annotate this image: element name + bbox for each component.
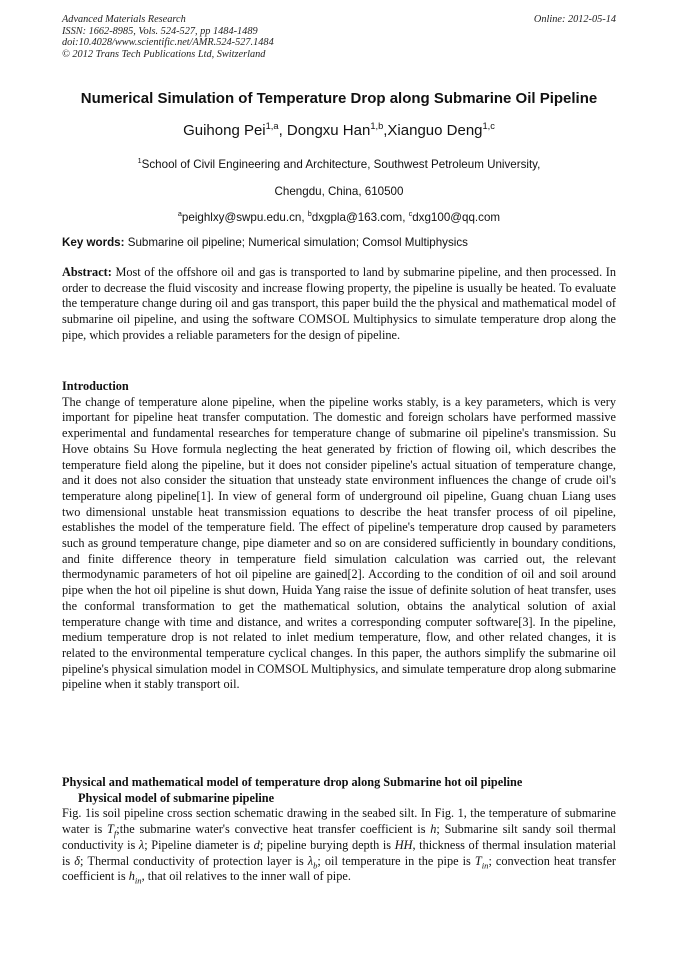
author-name: Guihong Pei [183, 122, 266, 139]
text-run: ; pipeline burying depth is [259, 837, 395, 852]
author-affil-mark: 1,a [265, 121, 279, 131]
email-link[interactable]: peighlxy@swpu.edu.cn [181, 211, 302, 224]
separator: , [301, 211, 308, 224]
model-section [62, 775, 616, 885]
affiliation-line-2: Chengdu, China, 610500 [274, 185, 404, 198]
keywords [62, 236, 468, 249]
abstract-label: Abstract: [62, 265, 112, 279]
section-heading: Physical and mathematical model of temperature drop along Submarine hot oil pipeline [62, 775, 523, 789]
paper-title: Numerical Simulation of Temperature Drop along Submarine Oil Pipeline [80, 90, 598, 107]
introduction-heading: Introduction [62, 379, 129, 393]
symbol: λ [307, 853, 314, 868]
abstract-text: Most of the offshore oil and gas is transported to land by submarine pipeline, and then processed. In order to decrease the fluid viscosity and increase flowing property, the pipeline is usually be heated. To evaluate the temperature change during oil and gas transport, this paper build the the physical and mathematical model of submarine oil pipeline, and using the software COMSOL Multiphysics to simulate temperature drop along the pipe, which provides a reliable parameters for the design of pipeline. [62, 265, 616, 342]
separator: , [278, 122, 287, 139]
email-link[interactable]: dxg100@qq.com [412, 211, 501, 224]
model-paragraph [62, 806, 616, 885]
symbol: h [128, 869, 135, 884]
symbol: δ [74, 853, 80, 868]
text-run: , that oil relatives to the inner wall of pipe. [141, 869, 351, 884]
issn-line: ISSN: 1662-8985, Vols. 524-527, pp 1484-1489 [62, 25, 258, 37]
author-name: Dongxu Han [286, 122, 371, 139]
introduction-section [62, 379, 616, 693]
affiliation-text: School of Civil Engineering and Architecture, Southwest Petroleum University, [141, 158, 541, 171]
email-mark: a [177, 209, 182, 219]
copyright-line: © 2012 Trans Tech Publications Ltd, Switzerland [62, 48, 266, 60]
online-date: Online: 2012-05-14 [533, 14, 616, 25]
abstract [62, 265, 616, 344]
symbol-subscript: f [113, 828, 117, 839]
symbol: d [253, 837, 260, 852]
doi-line: doi:10.4028/www.scientific.net/AMR.524-527.1484 [62, 37, 274, 48]
symbol: λ [138, 837, 145, 852]
author-affil-mark: 1,b [370, 121, 384, 131]
symbol: HH [394, 837, 413, 852]
text-run: ; Thermal conductivity of protection layer is [79, 853, 308, 868]
symbol-subscript: in [134, 875, 142, 886]
author-list [0, 122, 678, 139]
symbol: T [474, 853, 482, 868]
journal-name: Advanced Materials Research [62, 14, 186, 25]
affiliation-line-1 [0, 158, 678, 171]
affil-mark: 1 [137, 156, 142, 166]
subsection-heading: Physical model of submarine pipeline [78, 790, 275, 805]
symbol-subscript: b [313, 859, 318, 870]
email-link[interactable]: dxgpla@163.com [311, 211, 403, 224]
journal-header [62, 14, 274, 60]
email-list [0, 211, 678, 224]
keywords-text: Submarine oil pipeline; Numerical simulation; Comsol Multiphysics [124, 236, 468, 249]
author-affil-mark: 1,c [482, 121, 495, 131]
symbol-subscript: in [481, 859, 489, 870]
email-mark: c [408, 209, 413, 219]
text-run: ; oil temperature in the pipe is [317, 853, 475, 868]
text-run: , thickness of thermal insulation material is [62, 837, 616, 868]
keywords-label: Key words: [62, 236, 125, 249]
text-run: ; convection heat transfer coefficient is [62, 853, 616, 884]
introduction-text: The change of temperature alone pipeline, when the pipeline works stably, is a key parameters, which is very important for pipeline heat transfer computation. The domestic and foreign scholars have performed massive experimental and fundamental researches for temperature change of submarine oil pipeline's transmission. Su Hove obtains Su Hove formula neglecting the heat generated by friction of flowing oil, which describes the temperature field along the pipeline, but it does not consider pipeline's actual situation of temperature change, and it does not also consider the situation that unsteady state environment influences the change of crude oil's temperature along pipeline[1]. In view of general form of underground oil pipeline, Guang chuan Liang uses two dimensional unstable heat transmission equations to describe the heat transfer process of oil pipeline, establishes the model of the temperature field. The effect of pipeline's temperature drop caused by parameters such as ground temperature change, pipe diameter and so on are considered sufficiently in boundary conditions, and finite difference theory in temperature field simulation calculation was carried out, the relevant thermodynamic parameters of hot oil pipeline are gained[2]. According to the condition of oil and soil around pipe when the hot oil pipeline is shut down, Huida Yang raise the issue of definite solution of heat transfer, uses the conformal transformation to get the mathematical solution, obtains the analytical solution of axial temperature change with time and distance, and writes a corresponding computer software[3]. In the pipeline, medium temperature drop is not related to inlet medium temperature, flow, and other related changes, it is related to the environmental temperature cyclical changes. In this paper, the authors simplify the submarine oil pipeline's physical simulation model in COMSOL Multiphysics, and simulate temperature drop along submarine pipeline when it stably transport oil. [62, 394, 617, 692]
symbol: T [107, 822, 114, 837]
text-run: ;the submarine water's convective heat transfer coefficient is [116, 822, 431, 837]
text-run: ; Pipeline diameter is [144, 837, 254, 852]
text-run: Fig. 1is soil pipeline cross section schematic drawing in the seabed silt. In Fig. 1, the temperature of submarine water is [62, 806, 616, 837]
email-mark: b [307, 209, 312, 219]
separator: , [402, 211, 409, 224]
author-name: Xianguo Deng [387, 122, 483, 139]
symbol: h [430, 822, 437, 837]
separator: , [383, 122, 388, 139]
text-run: ; Submarine silt sandy soil thermal conductivity is [62, 822, 616, 852]
